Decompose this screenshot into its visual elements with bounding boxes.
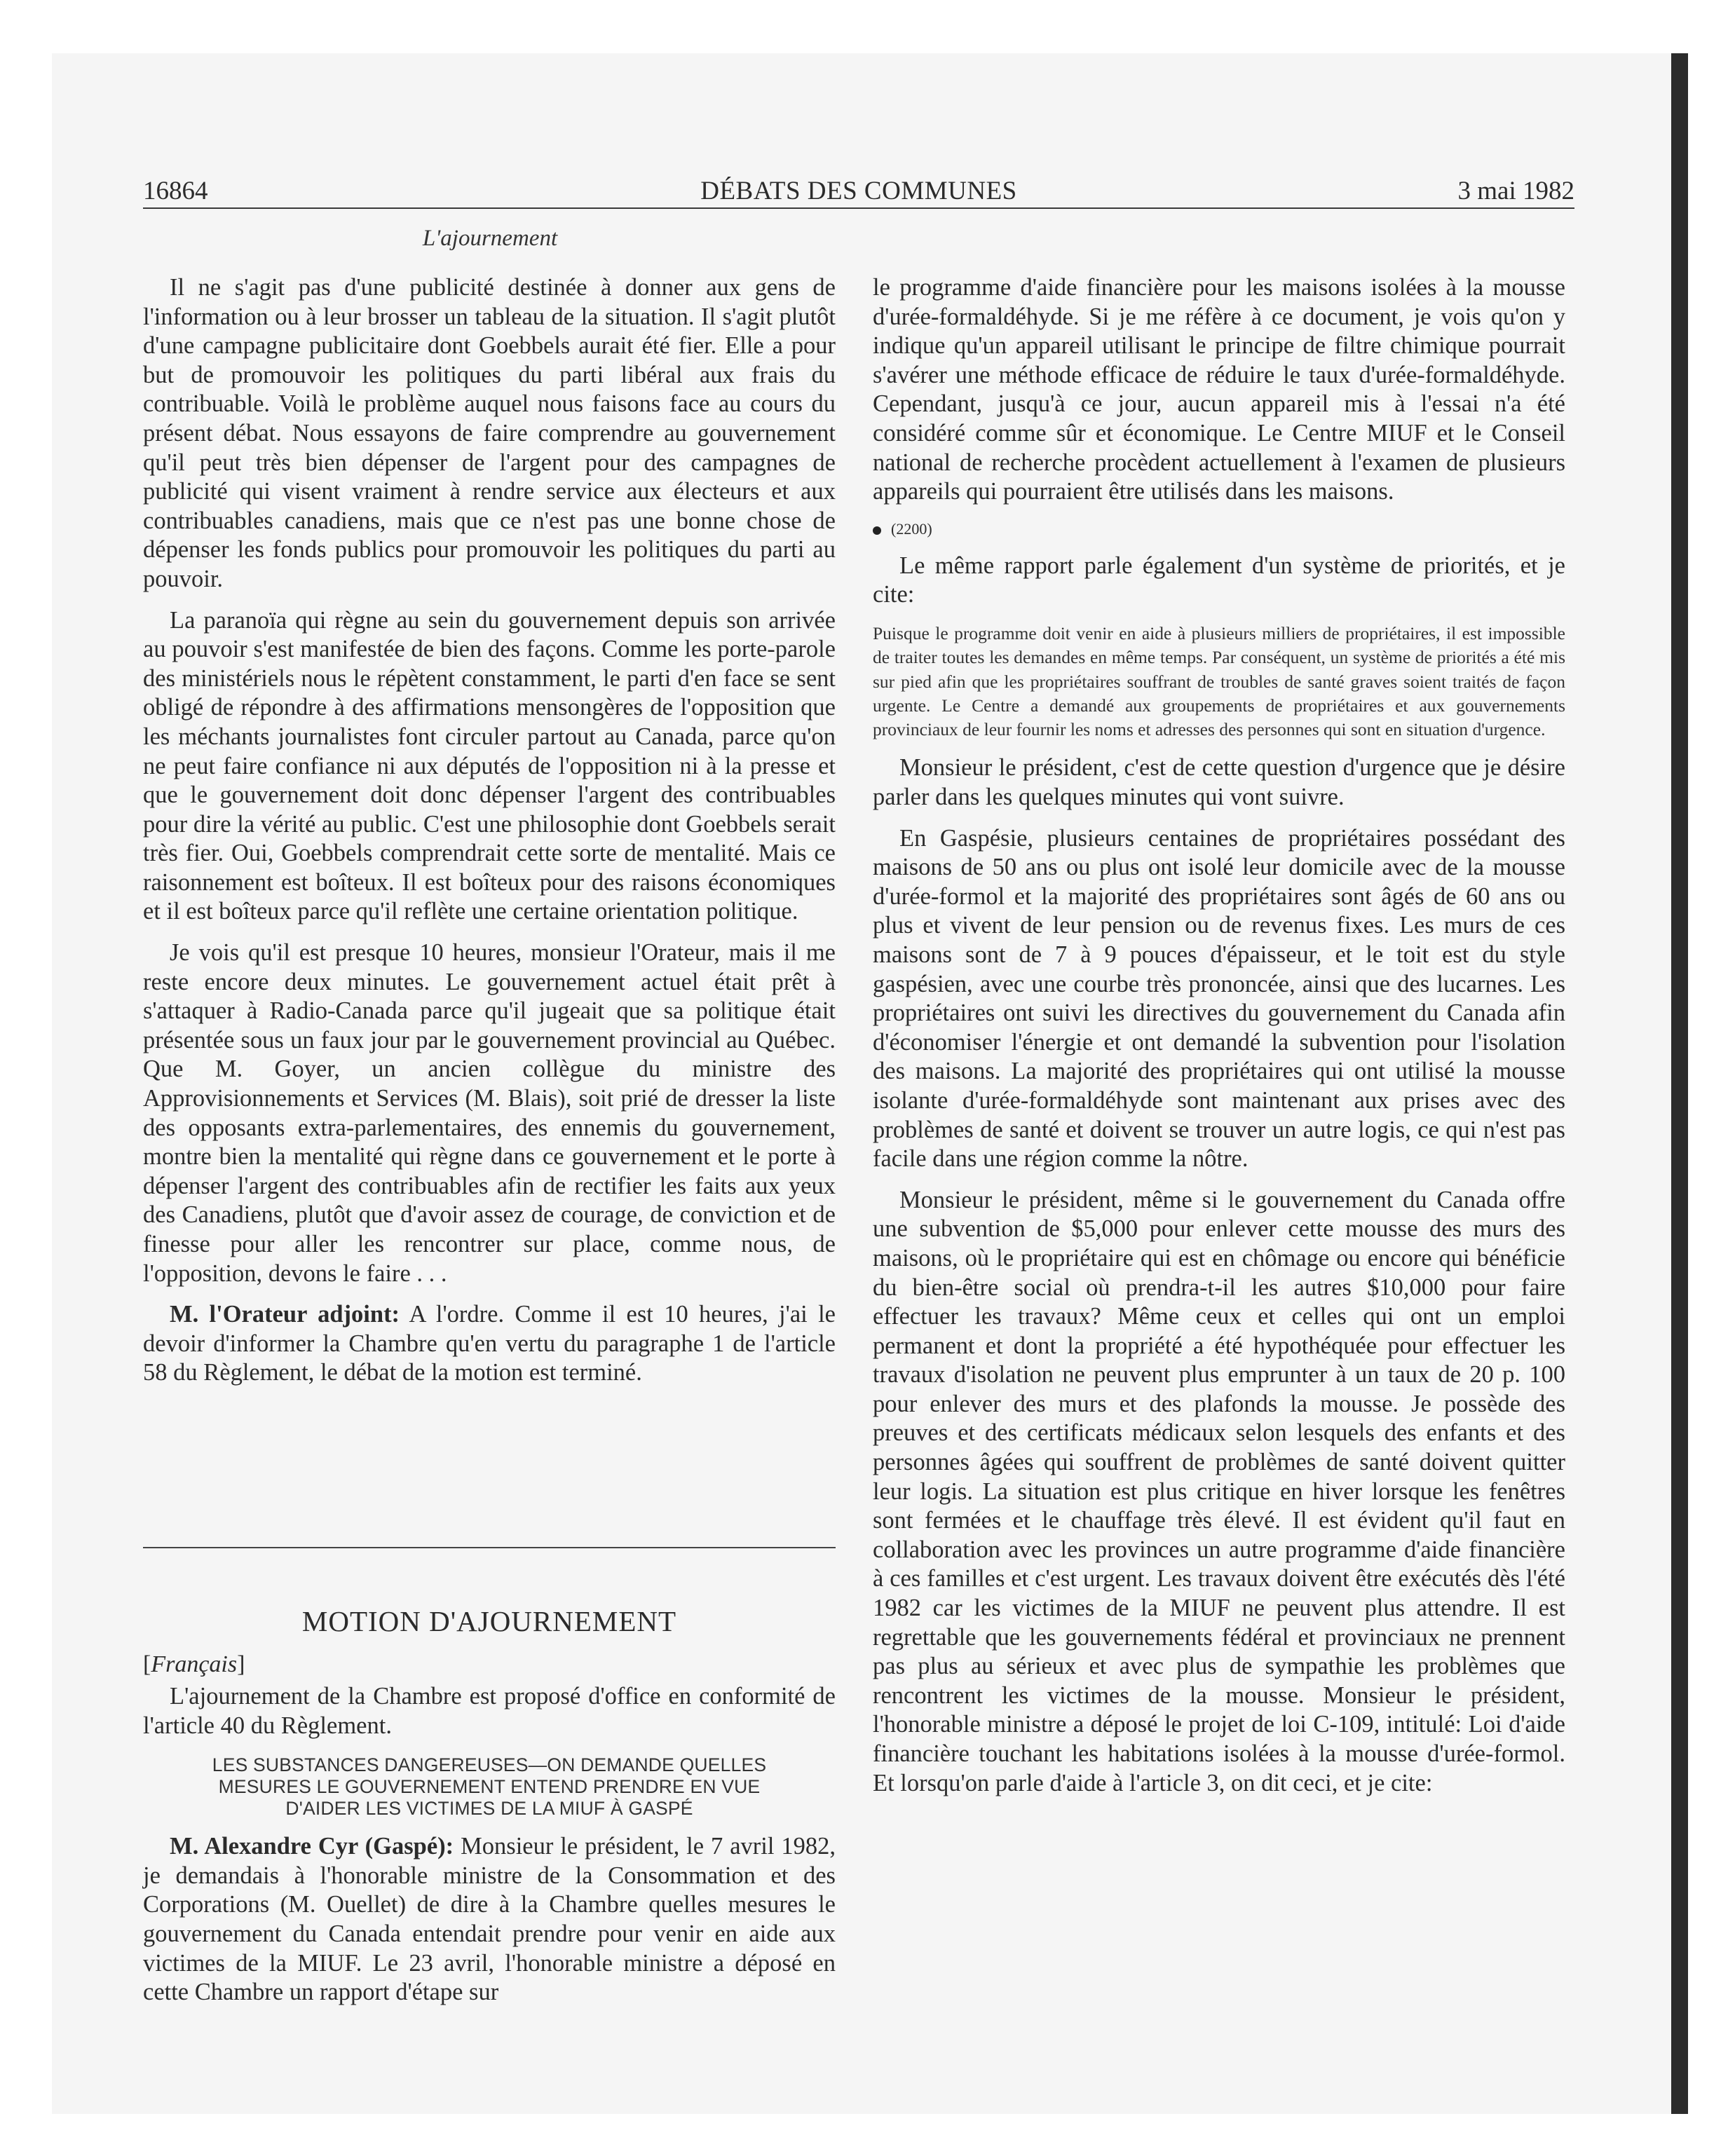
- section-divider: [143, 1547, 836, 1548]
- block-quote: Puisque le programme doit venir en aide à plusieurs milliers de propriétaires, il est impossible de traiter toutes les demandes en même temps. Par conséquent, un système de priorités a été mis sur pied afin que les propriétaires souffrant de troubles de santé graves soient traités de façon urgente. Le Centre a demandé aux groupements de propriétaires et aux gouvernements provinciaux de leur fournir les noms et adresses des personnes qui sont en situation d'urgence.: [873, 622, 1565, 740]
- issue-date: 3 mai 1982: [1457, 177, 1574, 205]
- speaker-text: A l'ordre. Comme il est 10 heures, j'ai le devoir d'informer la Chambre qu'en vertu du paragraphe 1 de l'article 58 du Règlement, le débat de la motion est terminé.: [143, 1301, 836, 1386]
- subject-line: MESURES LE GOUVERNEMENT ENTEND PRENDRE EN VUE: [218, 1776, 761, 1798]
- paragraph: Il ne s'agit pas d'une publicité destinée à donner aux gens de l'information ou à leur brosser un tableau de la situation. Il s'agit plutôt d'une campagne publicitaire dont Goebbels aurait été fier. Elle a pour but de promouvoir les politiques du parti libéral aux frais du contribuable. Voilà le problème auquel nous faisons face au cours du présent débat. Nous essayons de faire comprendre au gouvernement qu'il peut très bien dépenser de l'argent pour des campagnes de publicité qui visent vraiment à rendre service aux électeurs et aux contribuables canadiens, mais que ce n'est pas une bonne chose de dépenser les fonds publics pour promouvoir les politiques du parti au pouvoir.: [143, 274, 836, 592]
- speaker-paragraph: [143, 1832, 836, 2007]
- language-label: Français: [151, 1651, 238, 1677]
- subject-line: LES SUBSTANCES DANGEREUSES—ON DEMANDE QUELLES: [212, 1754, 767, 1776]
- motion-intro: L'ajournement de la Chambre est proposé d'office en conformité de l'article 40 du Règlement.: [143, 1683, 836, 1739]
- section-label: L'ajournement: [422, 226, 558, 251]
- speaker-name: M. Alexandre Cyr (Gaspé):: [170, 1833, 454, 1860]
- publication-title: DÉBATS DES COMMUNES: [700, 177, 1017, 205]
- paragraph: Le même rapport parle également d'un système de priorités, et je cite:: [873, 552, 1565, 608]
- language-tag: [Français]: [143, 1651, 245, 1677]
- paragraph: Je vois qu'il est presque 10 heures, monsieur l'Orateur, mais il me reste encore deux minutes. Le gouvernement actuel était prêt à s'attaquer à Radio-Canada parce qu'il jugeait que sa politique était présentée sous un faux jour par le gouvernement provincial au Québec. Que M. Goyer, un ancien collègue du ministre des Approvisionnements et Services (M. Blais), soit prié de dresser la liste des opposants extra-parlementaires, des ennemis du gouvernement, montre bien la mentalité qui règne dans ce gouvernement et le porte à dépenser l'argent des contribuables afin de rectifier les faits aux yeux des Canadiens, plutôt que d'avoir assez de courage, de conviction et de finesse pour aller les rencontrer sur place, comme nous, de l'opposition, devons le faire . . .: [143, 939, 836, 1287]
- deputy-speaker-paragraph: [143, 1300, 836, 1388]
- paragraph: le programme d'aide financière pour les maisons isolées à la mousse d'urée-formaldéhyde. Si je me réfère à ce document, je vois qu'on y indique qu'un appareil utilisant le principe de filtre chimique pourrait s'avérer une méthode efficace de réduire le taux d'urée-formaldéhyde. Cependant, jusqu'à ce jour, aucun appareil mis à l'essai n'a été considéré comme sûr et économique. Le Centre MIUF et le Conseil national de recherche procèdent actuellement à l'examen de plusieurs appareils qui pourraient être utilisés dans les maisons.: [873, 274, 1565, 505]
- time-marker: [873, 519, 1565, 540]
- paragraph: En Gaspésie, plusieurs centaines de propriétaires possédant des maisons de 50 ans ou plus ont isolé leur domicile avec de la mousse d'urée-formol et la majorité des propriétaires sont âgés de 60 ans ou plus et vivent de leur pension ou de revenus fixes. Les murs de ces maisons sont de 7 à 9 pouces d'épaisseur, et le toit est du style gaspésien, avec une courbe très prononcée, ainsi que des lucarnes. Les propriétaires ont suivi les directives du gouvernement du Canada afin d'économiser l'énergie et ont demandé la subvention pour l'isolation des maisons. La majorité des propriétaires qui ont utilisé la mousse isolante d'urée-formaldéhyde sont maintenant aux prises avec des problèmes de santé et doivent se trouver un autre logis, ce qui n'est pas facile dans une région comme la nôtre.: [873, 824, 1565, 1173]
- paragraph: La paranoïa qui règne au sein du gouvernement depuis son arrivée au pouvoir s'est manifestée de bien des façons. Comme les porte-parole des ministériels nous le répètent constamment, le parti d'en face se sent obligé de répondre à des affirmations mensongères de l'opposition que les méchants journalistes font circuler partout au Canada, parce qu'on ne peut faire confiance ni aux députés de l'opposition ni à la presse et que le gouvernement doit donc dépenser l'argent des contribuables pour dire la vérité au public. C'est une philosophie dont Goebbels serait très fier. Oui, Goebbels comprendrait cette sorte de mentalité. Mais ce raisonnement est boîteux. Il est boîteux pour des raisons économiques et il est boîteux parce qu'il reflète une certaine orientation politique.: [143, 606, 836, 925]
- page-number: 16864: [143, 177, 208, 205]
- left-column-motion: [143, 1682, 836, 2019]
- paragraph: Monsieur le président, même si le gouvernement du Canada offre une subvention de $5,000 pour enlever cette mousse des murs des maisons, où le propriétaire qui est en chômage ou encore qui bénéficie du bien-être social où prendra-t-il les autres $10,000 pour faire effectuer les travaux? Même ceux et celles qui ont un emploi permanent et dont la propriété a été hypothéquée pour effectuer les travaux d'isolation ne peuvent plus emprunter à un taux de 20 p. 100 pour enlever des murs et des plafonds la mousse. Je possède des preuves et des certificats médicaux selon lesquels des enfants et des personnes âgées qui souffrent de problèmes de santé doivent quitter leur logis. La situation est plus critique en hiver lorsque les fenêtres sont fermées et le chauffage très élevé. Il est évident qu'il faut en collaboration avec les provinces un autre programme d'aide financière à ces familles et c'est urgent. Les travaux doivent être exécutés dès l'été 1982 car les victimes de la MIUF ne peuvent plus attendre. Il est regrettable que les gouvernements fédéral et provinciaux ne prennent pas plus au sérieux et avec plus de sympathie les problèmes que rencontrent les victimes de la mousse. Monsieur le président, l'honorable ministre a déposé le projet de loi C-109, intitulé: Loi d'aide financière touchant les habitations isolées à la mousse d'urée-formol. Et lorsqu'on parle d'aide à l'article 3, on dit ceci, et je cite:: [873, 1186, 1565, 1796]
- running-header: [143, 174, 1574, 209]
- speaker-name: M. l'Orateur adjoint:: [170, 1301, 400, 1328]
- motion-title: MOTION D'AJOURNEMENT: [301, 1605, 677, 1637]
- subject-heading: [143, 1754, 836, 1820]
- bullet-icon: [873, 526, 881, 535]
- scan-edge-bar: [1671, 53, 1688, 2114]
- time-marker-text: (2200): [891, 519, 932, 538]
- header-rule: [143, 207, 1574, 209]
- right-column: [873, 273, 1565, 1810]
- left-column: [143, 273, 836, 1400]
- subject-line: D'AIDER LES VICTIMES DE LA MIUF À GASPÉ: [285, 1798, 693, 1820]
- paragraph: Monsieur le président, c'est de cette question d'urgence que je désire parler dans les quelques minutes qui vont suivre.: [873, 754, 1565, 811]
- speaker-text: Monsieur le président, le 7 avril 1982, je demandais à l'honorable ministre de la Consommation et des Corporations (M. Ouellet) de dire à la Chambre quelles mesures le gouvernement du Canada entendait prendre pour venir en aide aux victimes de la MIUF. Le 23 avril, l'honorable ministre a déposé en cette Chambre un rapport d'étape sur: [143, 1833, 836, 2006]
